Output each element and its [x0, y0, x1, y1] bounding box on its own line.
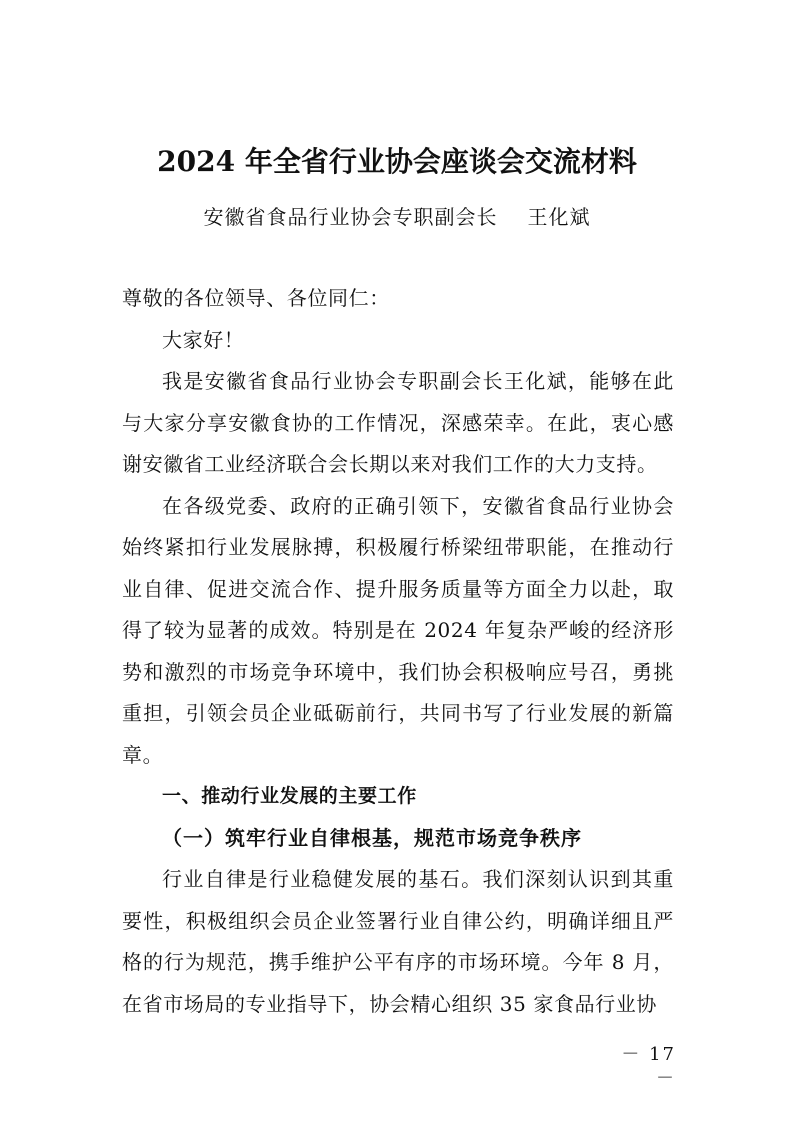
document-title: 2024 年全省行业协会座谈会交流材料	[157, 145, 637, 178]
section-heading: 一、推动行业发展的主要工作	[162, 785, 417, 807]
body-paragraph: 在各级党委、政府的正确引领下，安徽省食品行业协会始终紧扣行业发展脉搏，积极履行桥梁纽带职能，在推动行业自律、促进交流合作、提升服务质量等方面全力以赴，取得了较为显著的成效。特别是在 2024 年复杂严峻的经济形势和激烈的市场竞争环境中，我们协会积极响应号召，勇挑重担，引领会员企业砥砺前行，共同书写了行业发展的新篇章。	[122, 493, 674, 767]
sub-heading: （一）筑牢行业自律根基，规范市场竞争秩序	[162, 825, 582, 850]
author-name: 王化斌	[527, 205, 591, 229]
greeting: 大家好！	[162, 327, 245, 352]
body-paragraph: 我是安徽省食品行业协会专职副会长王化斌，能够在此与大家分享安徽食协的工作情况，深感荣幸。在此，衷心感谢安徽省工业经济联合会长期以来对我们工作的大力支持。	[122, 369, 674, 476]
document-body	[122, 278, 674, 1025]
author-role: 安徽省食品行业协会专职副会长	[203, 205, 498, 229]
body-paragraph: 行业自律是行业稳健发展的基石。我们深刻认识到其重要性，积极组织会员企业签署行业自律公约，明确详细且严格的行为规范，携手维护公平有序的市场环境。今年 8 月，在省市场局的专业指导下，协会精心组织 35 家食品行业协	[122, 867, 674, 1016]
salutation: 尊敬的各位领导、各位同仁：	[122, 286, 390, 310]
author-byline	[0, 200, 794, 234]
page-number: － 17 －	[621, 1044, 676, 1089]
